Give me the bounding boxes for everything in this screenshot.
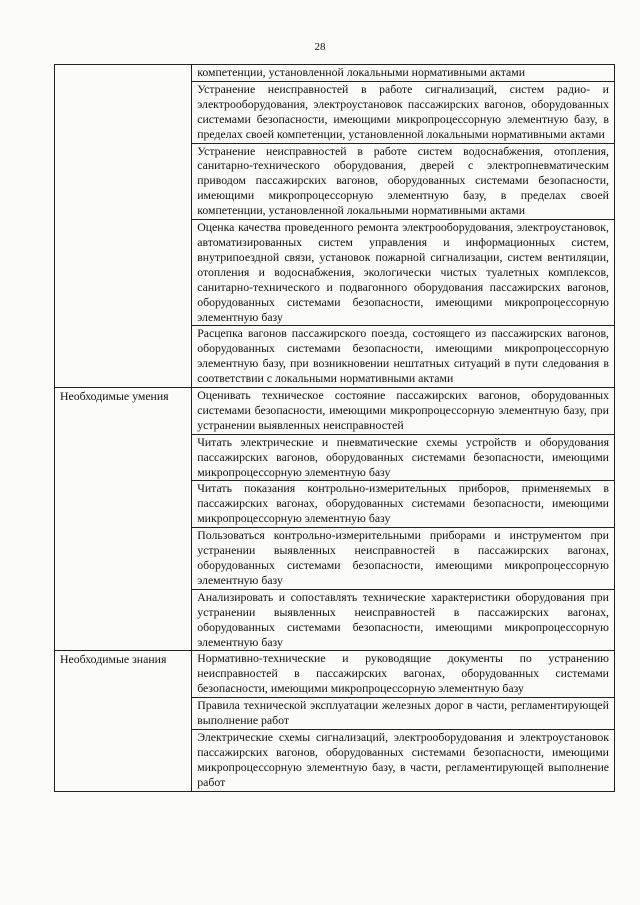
table-row (55, 388, 615, 435)
table-cell: Правила технической эксплуатации железных дорог в части, регламентирующей выполнение работ (192, 698, 615, 730)
section-label-cell (55, 388, 192, 651)
section-label-knowledge: Необходимые знания (60, 652, 167, 667)
table-row (55, 65, 615, 82)
section-label-skills: Необходимые умения (60, 389, 169, 404)
table-cell: Устранение неисправностей в работе систем водоснабжения, отопления, санитарно-технического оборудования, дверей с электропневматическим приводом пассажирских вагонов, оборудованных системами безопасности, имеющими микропроцессорную элементную базу, в пределах своей компетенции, установленной локальными нормативными актами (192, 143, 615, 220)
table-cell: Устранение неисправностей в работе сигнализаций, систем радио- и электрооборудования, электроустановок пассажирских вагонов, оборудованных системами безопасности, имеющими микропроцессорную элементную базу, в пределах своей компетенции, установленной локальными нормативными актами (192, 81, 615, 143)
table-cell: Читать показания контрольно-измерительных приборов, применяемых в пассажирских вагонах, оборудованных системами безопасности, имеющими микропроцессорную элементную базу (192, 481, 615, 528)
section-label-cell (55, 65, 192, 388)
section-label-cell (55, 651, 192, 791)
table-cell: Оценка качества проведенного ремонта электрооборудования, электроустановок, автоматизированных систем управления и информационных систем, внутрипоездной связи, установок пожарной сигнализации, систем вентиляции, отопления и водоснабжения, экологически чистых туалетных комплексов, санитарно-технического и подвагонного оборудования пассажирских вагонов, оборудованных системами безопасности, имеющими микропроцессорную элементную базу (192, 220, 615, 326)
table-cell: Электрические схемы сигнализаций, электрооборудования и электроустановок пассажирских вагонов, оборудованных системами безопасности, имеющими микропроцессорную элементную базу, в части, регламентирующей выполнение работ (192, 729, 615, 791)
table-cell: Читать электрические и пневматические схемы устройств и оборудования пассажирских вагонов, оборудованных системами безопасности, имеющими микропроцессорную элементную базу (192, 434, 615, 481)
table-cell: Нормативно-технические и руководящие документы по устранению неисправностей в пассажирских вагонах, оборудованных системами безопасности, имеющими микропроцессорную элементную базу (192, 651, 615, 698)
table-cell: компетенции, установленной локальными нормативными актами (192, 65, 615, 82)
table-cell: Оценивать техническое состояние пассажирских вагонов, оборудованных системами безопасности, имеющими микропроцессорную элементную базу, при устранении выявленных неисправностей (192, 388, 615, 435)
page-number: 28 (314, 41, 326, 53)
section-label (60, 65, 186, 66)
table-cell: Пользоваться контрольно-измерительными приборами и инструментом при устранении выявленных неисправностей в пассажирских вагонах, оборудованных системами безопасности, имеющими микропроцессорную элементную базу (192, 528, 615, 590)
table-cell: Расцепка вагонов пассажирского поезда, состоящего из пассажирских вагонов, оборудованных системами безопасности, имеющими микропроцессорную элементную базу, при возникновении нештатных ситуаций в пути следования в соответствии с локальными нормативными актами (192, 326, 615, 388)
competency-table (54, 64, 615, 792)
table-cell: Анализировать и сопоставлять технические характеристики оборудования при устранении выявленных неисправностей в пассажирских вагонах, оборудованных системами безопасности, имеющими микропроцессорную элементную базу (192, 589, 615, 651)
table-row (55, 651, 615, 698)
